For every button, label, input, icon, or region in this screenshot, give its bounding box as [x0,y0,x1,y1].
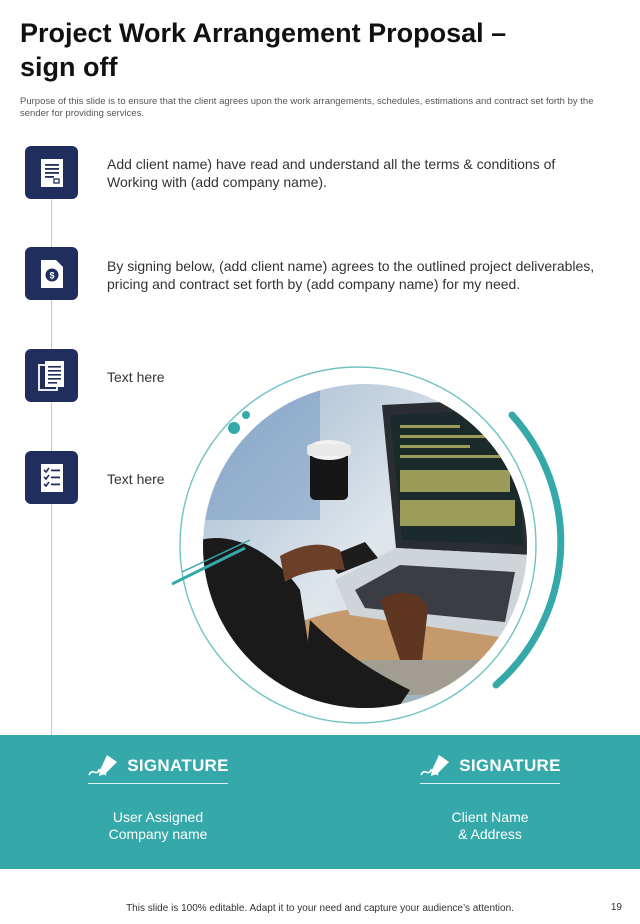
files-icon [38,360,66,392]
signature-block-client [380,751,600,843]
step-4-icon-box [25,451,78,504]
signature-band [0,735,640,869]
signature-line-1: User Assigned [112,809,204,825]
signature-heading: SIGNATURE [127,756,229,775]
step-2-text: By signing below, (add client name) agrees to the outlined project deliverables, pricing and contract set forth by (add company name) for my need. [107,258,595,292]
signature-line-1: Client Name [451,809,529,825]
signature-line-2: & Address [458,826,522,842]
title-line-2: sign off [20,52,118,82]
step-1-icon-box [25,146,78,199]
signature-line-2: Company name [108,826,208,842]
signature-rule [88,783,228,784]
decor-dot-large [228,422,240,434]
signature-heading: SIGNATURE [459,756,561,775]
page-subtitle: Purpose of this slide is to ensure that the client agrees upon the work arrangements, schedules, estimations and contract set forth by the sender for providing services. [20,96,594,119]
signature-block-user [48,751,268,843]
step-3-icon-box [25,349,78,402]
decor-dot-small [242,411,250,419]
step-4-text: Text here [107,471,165,487]
page-number: 19 [610,902,622,913]
signature-rule [420,783,560,784]
title-line-1: Project Work Arrangement Proposal – [20,18,507,48]
step-3-text: Text here [107,369,165,385]
page-title [20,16,580,84]
pen-signature-icon [419,753,453,779]
dollar-document-icon [40,259,64,289]
pen-signature-icon [87,753,121,779]
step-2-icon-box [25,247,78,300]
document-icon [40,158,64,188]
footer-note: This slide is 100% editable. Adapt it to your need and capture your audience’s attention. [126,903,514,914]
step-1-text: Add client name) have read and understand all the terms & conditions of Working with (add company name). [107,156,556,190]
svg-text:$: $ [48,270,55,280]
checklist-icon [40,463,64,493]
photo-illustration [160,360,580,740]
